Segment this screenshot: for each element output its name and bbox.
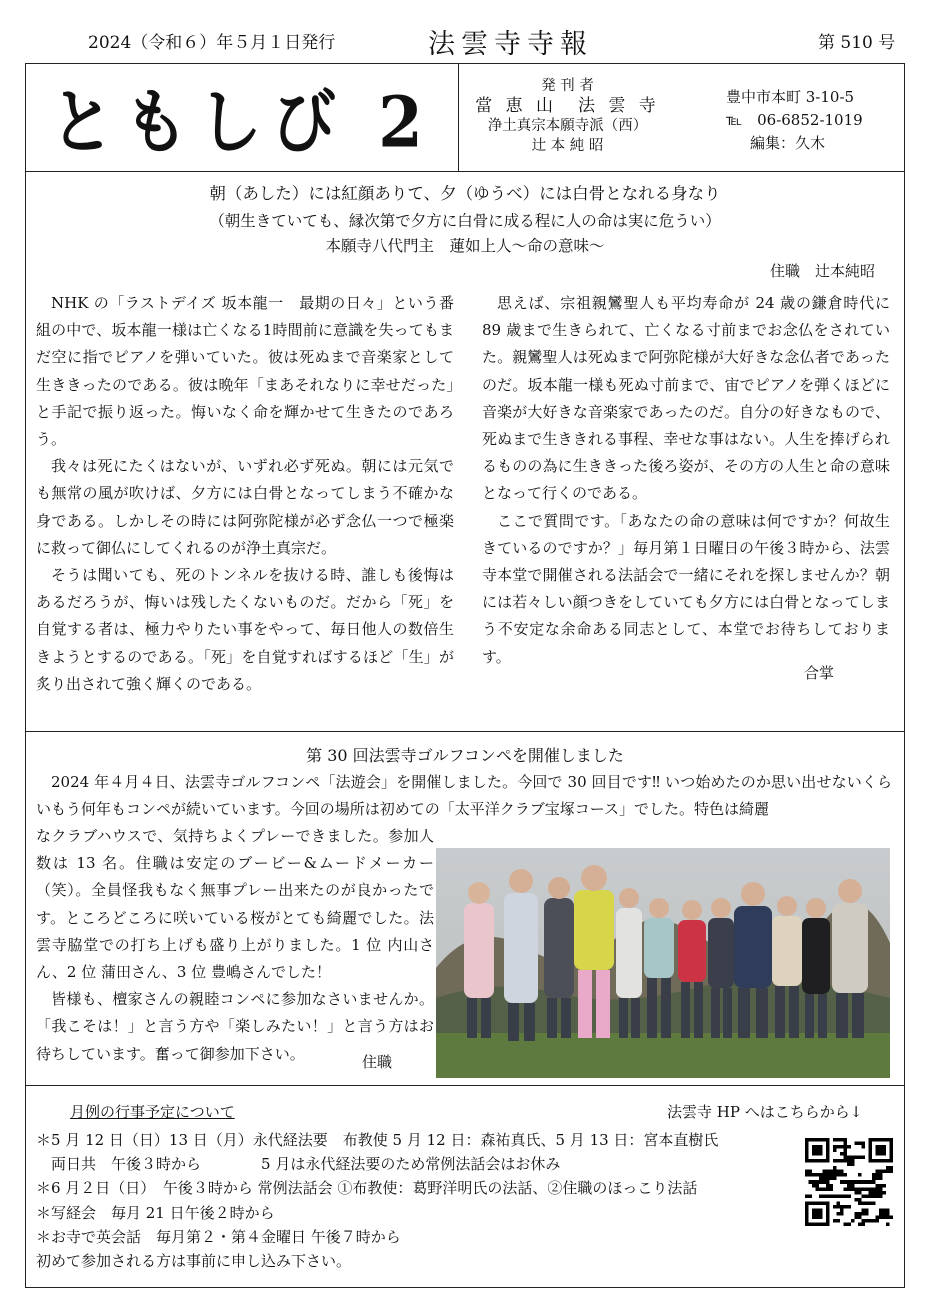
sermon-author: 住職 辻本純昭 xyxy=(770,262,876,280)
paragraph: ここで質問です。「あなたの命の意味は何ですか？何故生きているのですか？」毎月第１日曜日の午後３時から、法雲寺本堂で開催される法話会で一緒にそれを探しませんか？朝には若々しい顔つきをしていても夕方には白骨となってしまう不安定な余命ある同志として、本堂でお待ちしております。 xyxy=(482,511,890,666)
editor: 編集：久木 xyxy=(750,134,826,152)
masthead-title: ともしび 2 xyxy=(50,81,433,164)
sermon-column-left xyxy=(36,290,454,698)
sermon-subheadline: （朝生きていても、縁次第で夕方に白骨に成る程に人の命は実に危うい） xyxy=(209,212,721,230)
events-title: 月例の行事予定について xyxy=(70,1103,235,1121)
paper-title: 法雲寺寺報 xyxy=(428,29,593,60)
temple-name: 當 恵 山 法 雲 寺 xyxy=(475,96,660,116)
contact-block xyxy=(726,86,863,155)
paragraph: NHK の「ラストデイズ 坂本龍一 最期の日々」という番組の中で、坂本龍一様は亡くなる1時間前に意識を失ってもまだ空に指でピアノを弾いていた。彼は死ぬまで音楽家として生ききったのである。彼は晩年「まあそれなりに幸せだった」と手記で振り返った。悔いなく命を輝かせて生きたのであろう。 xyxy=(36,294,454,449)
paragraph: そうは聞いても、死のトンネルを抜ける時、誰しも後悔はあるだろうが、悔いは残したくないものだ。だから「死」を自覚する者は、極力やりたい事をやって、毎日他人の数倍生きようとするのである。「死」を自覚すればするほど「生」が炙り出されて強く輝くのである。 xyxy=(36,566,454,693)
golf-divider xyxy=(25,731,905,732)
sermon-headline: 朝（あした）には紅顔ありて、夕（ゆうべ）には白骨となれる身なり xyxy=(209,184,721,203)
address: 豊中市本町 3-10-5 xyxy=(726,88,855,106)
golf-intro xyxy=(36,769,892,823)
paragraph: 2024 年４月４日、法雲寺ゴルフコンペ「法遊会」を開催しました。今回で 30 回目です‼ いつ始めたのか思い出せないくらいもう何年もコンペが続いています。今回の場所は初めての「太平洋クラブ宝塚コース」でした。特色は綺麗 xyxy=(36,773,892,819)
issue-date: 2024（令和６）年５月１日発行 xyxy=(88,33,336,53)
publisher-block xyxy=(470,76,665,156)
paragraph: なクラブハウスで、気持ちよくプレーできました。参加人数は 13 名。住職は安定のブービー&ムードメーカー（笑）。全員怪我もなく無事プレー出来たのが良かったです。ところどころに咲いている桜がとても綺麗でした。法雲寺脇堂での打ち上げも盛り上がりました。1 位 内山さん、2 位 蒲田さん、3 位 豊嶋さんでした！ xyxy=(36,827,434,982)
closing-gassho: 合掌 xyxy=(804,664,835,682)
telephone: ℡ 06-6852-1019 xyxy=(726,111,863,129)
masthead-vertical-rule xyxy=(458,63,459,171)
paragraph: 皆様も、檀家さんの親睦コンペに参加なさいませんか。「我こそは！」と言う方や「楽しみたい！」と言う方はお待ちしています。奮って御参加下さい。 xyxy=(36,990,434,1063)
event-line: ＊お寺で英会話 毎月第２・第４金曜日 午後７時から xyxy=(36,1227,401,1246)
sermon-source: 本願寺八代門主 蓮如上人～命の意味～ xyxy=(325,237,605,255)
event-line: ＊5 月 12 日（日）13 日（月）永代経法要 布教使 5 月 12 日：森祐真氏、5 月 13 日：宮本直樹氏 xyxy=(36,1131,719,1149)
golf-title: 第 30 回法雲寺ゴルフコンペを開催しました xyxy=(306,746,624,765)
sermon-column-right xyxy=(482,290,890,671)
paragraph: 我々は死にたくはないが、いずれ必ず死ぬ。朝には元気でも無常の風が吹けば、夕方には白骨となってしまう不確かな身である。しかしその時には阿弥陀様が必ず念仏一つで極楽に救って御仏にしてくれるのが浄土真宗だ。 xyxy=(36,457,454,557)
events-list xyxy=(36,1128,718,1273)
golf-body xyxy=(36,823,434,1068)
issue-number: 第 510 号 xyxy=(818,33,896,53)
event-line: ＊写経会 毎月 21 日午後２時から xyxy=(36,1203,275,1222)
event-line: 初めて参加される方は事前に申し込み下さい。 xyxy=(36,1252,352,1271)
publisher-name: 辻 本 純 昭 xyxy=(531,138,604,154)
golf-signature: 住職 xyxy=(362,1053,393,1071)
masthead-divider xyxy=(25,171,905,172)
paragraph: 思えば、宗祖親鸞聖人も平均寿命が 24 歳の鎌倉時代に 89 歳まで生きられて、亡くなる寸前までお念仏をされていた。親鸞聖人は死ぬまで阿弥陀様が大好きな念仏者であったのだ。坂本龍一様も死ぬ寸前まで、宙でピアノを弾くほどに音楽が大好きな音楽家であったのだ。自分の好きなもので、死ぬまで生ききれる事程、幸せな事はない。人生を捧げられるものの為に生ききった後ろ姿が、その方の人生と命の意味となって行くのである。 xyxy=(482,294,890,503)
homepage-label: 法雲寺 HP へはこちらから↓ xyxy=(667,1103,863,1121)
events-divider xyxy=(25,1085,905,1086)
golf-group-photo xyxy=(436,848,890,1078)
sect-name: 浄土真宗本願寺派（西） xyxy=(487,118,648,134)
event-line: 両日共 午後３時から 5 月は永代経法要のため常例法話会はお休み xyxy=(36,1155,561,1174)
homepage-qr-code[interactable] xyxy=(805,1138,893,1226)
event-line: ＊6 月２日（日） 午後３時から 常例法話会 ①布教使：葛野洋明氏の法話、②住職のほっこり法話 xyxy=(36,1179,698,1198)
publisher-label: 発 刊 者 xyxy=(541,78,594,94)
